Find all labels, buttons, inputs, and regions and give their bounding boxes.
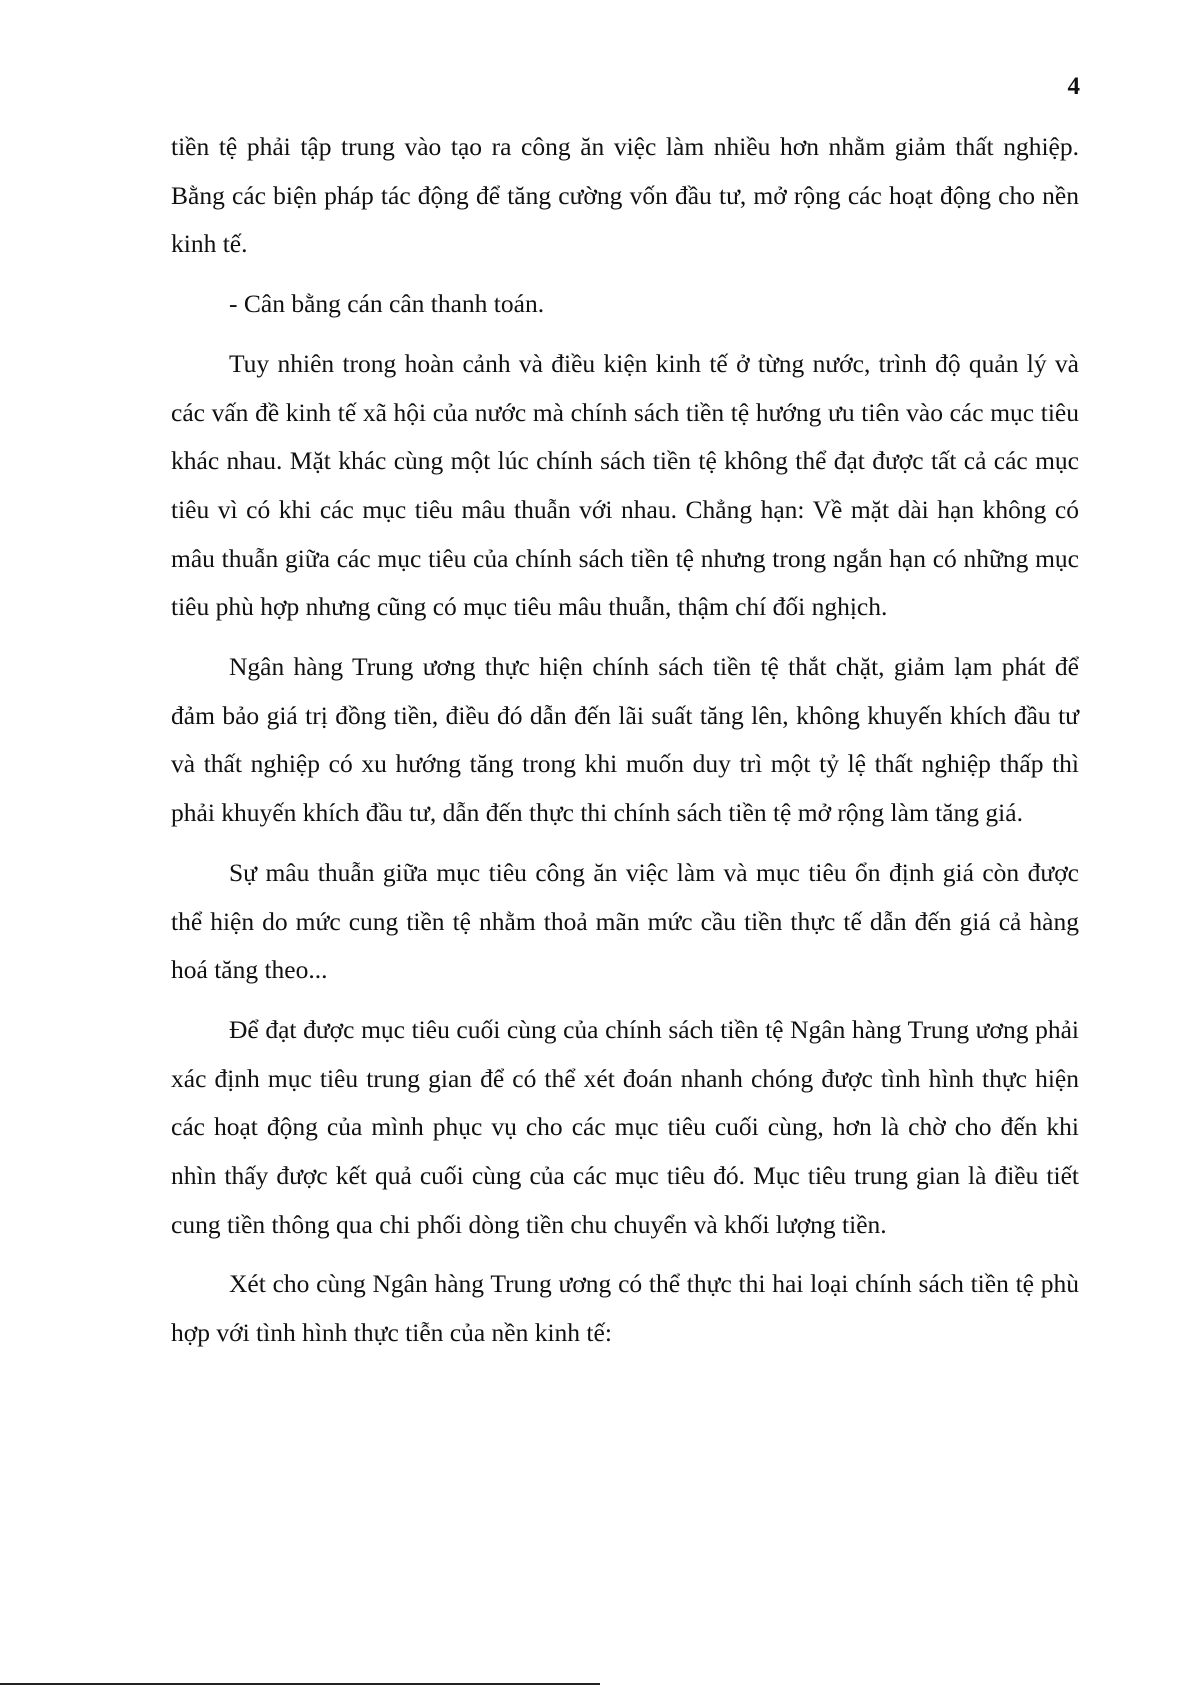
page-number: 4: [1067, 73, 1080, 100]
paragraph: Để đạt được mục tiêu cuối cùng của chính sách tiền tệ Ngân hàng Trung ương phải xác định mục tiêu trung gian để có thể xét đoán nhanh chóng được tình hình thực hiện các hoạt động của mình phục vụ cho các mục tiêu cuối cùng, hơn là chờ cho đến khi nhìn thấy được kết quả cuối cùng của các mục tiêu đó. Mục tiêu trung gian là điều tiết cung tiền thông qua chi phối dòng tiền chu chuyển và khối lượng tiền.: [171, 1014, 1079, 1239]
paragraph-list-item: - Cân bằng cán cân thanh toán.: [229, 289, 545, 319]
document-body: [171, 123, 1079, 1369]
paragraph: Sự mâu thuẫn giữa mục tiêu công ăn việc làm và mục tiêu ổn định giá còn được thể hiện do mức cung tiền tệ nhằm thoả mãn mức cầu tiền thực tế dẫn đến giá cả hàng hoá tăng theo...: [171, 857, 1079, 985]
paragraph-continuation: tiền tệ phải tập trung vào tạo ra công ăn việc làm nhiều hơn nhằm giảm thất nghiệp. Bằng các biện pháp tác động để tăng cường vốn đầu tư, mở rộng các hoạt động cho nền kinh tế.: [171, 132, 1079, 259]
paragraph: Tuy nhiên trong hoàn cảnh và điều kiện kinh tế ở từng nước, trình độ quản lý và các vấn đề kinh tế xã hội của nước mà chính sách tiền tệ hướng ưu tiên vào các mục tiêu khác nhau. Mặt khác cùng một lúc chính sách tiền tệ không thể đạt được tất cả các mục tiêu vì có khi các mục tiêu mâu thuẫn với nhau. Chẳng hạn: Về mặt dài hạn không có mâu thuẫn giữa các mục tiêu của chính sách tiền tệ nhưng trong ngắn hạn có những mục tiêu phù hợp nhưng cũng có mục tiêu mâu thuẫn, thậm chí đối nghịch.: [171, 348, 1079, 622]
paragraph: Ngân hàng Trung ương thực hiện chính sách tiền tệ thắt chặt, giảm lạm phát để đảm bảo giá trị đồng tiền, điều đó dẫn đến lãi suất tăng lên, không khuyến khích đầu tư và thất nghiệp có xu hướng tăng trong khi muốn duy trì một tỷ lệ thất nghiệp thấp thì phải khuyến khích đầu tư, dẫn đến thực thi chính sách tiền tệ mở rộng làm tăng giá.: [171, 652, 1079, 828]
paragraph: Xét cho cùng Ngân hàng Trung ương có thể thực thi hai loại chính sách tiền tệ phù hợp với tình hình thực tiễn của nền kinh tế:: [171, 1269, 1079, 1348]
